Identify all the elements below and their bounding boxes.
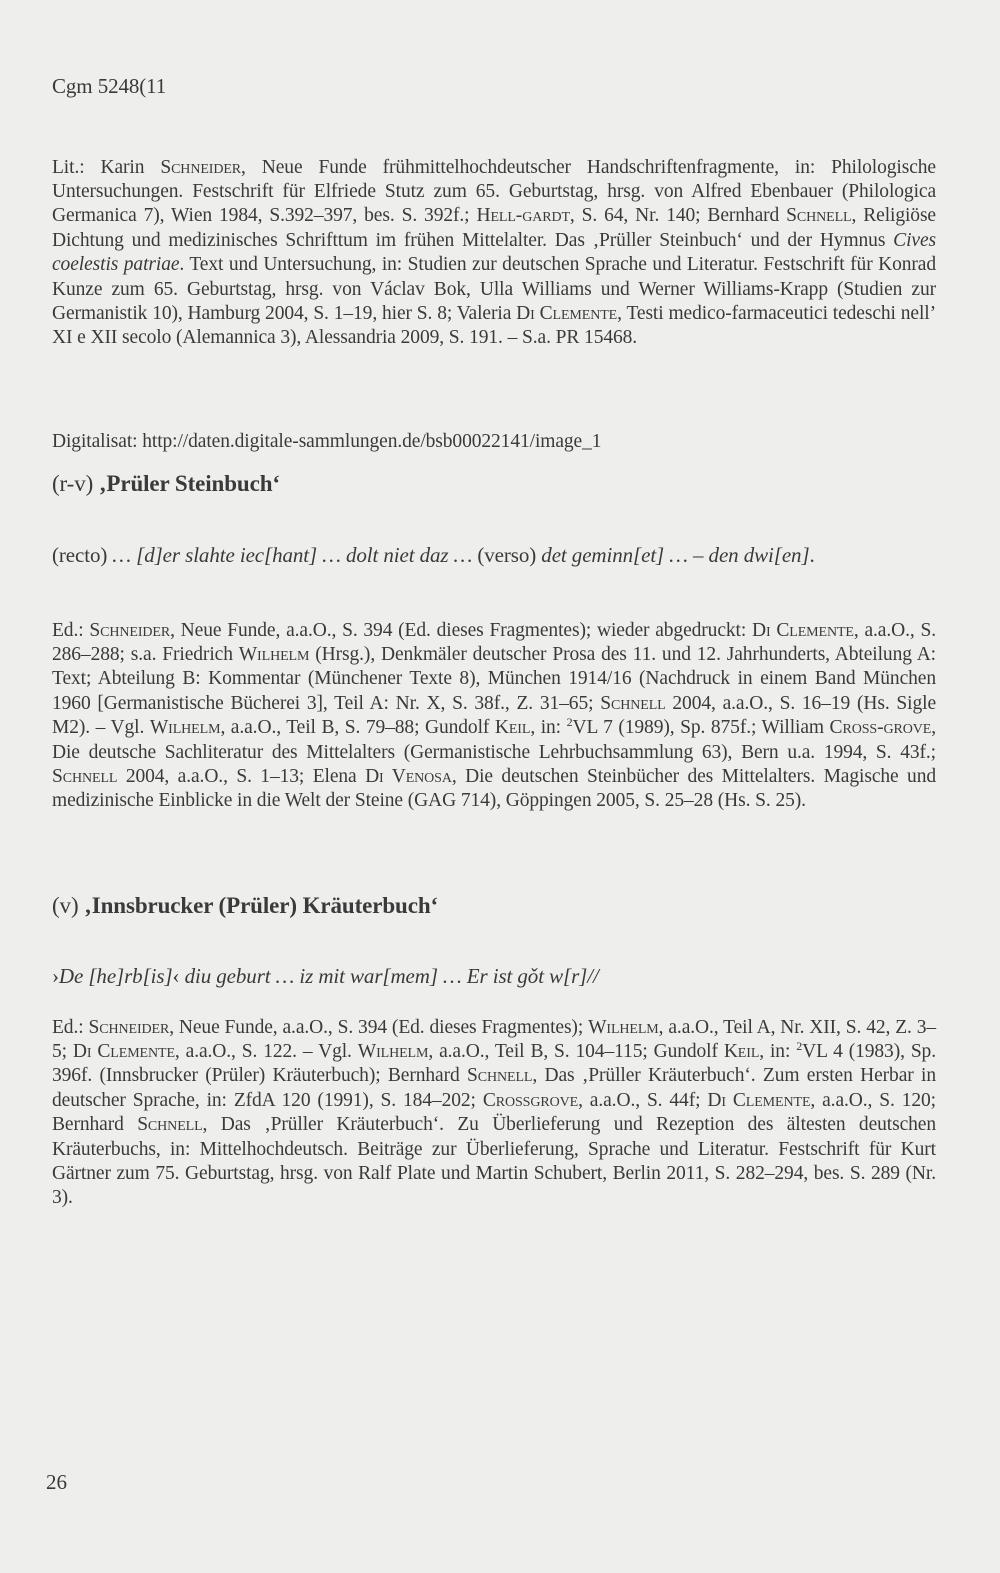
edition-paragraph-kraeuterbuch: Ed.: Schneider, Neue Funde, a.a.O., S. 394 (Ed. dieses Fragmentes); Wilhelm, a.a.O., Teil A, Nr. XII, S. 42, Z. 3–5; Di Clemente, a.a.O., S. 122. – Vgl. Wilhelm, a.a.O., Teil B, S. 104–115; Gundolf Keil, in: $^2$VL 4 (1983), Sp. 396f. (Innsbrucker (Prüler) Kräuterbuch); Bernhard Schnell, Das ‚Prüller Kräuterbuch‘. Zum ersten Herbar in deutscher Sprache, in: ZfdA 120 (1991), S. 184–202; Crossgrove, a.a.O., S. 44f; Di Clemente, a.a.O., S. 120; Bernhard Schnell, Das ‚Prüller Kräuterbuch‘. Zu Überlieferung und Rezeption des ältesten deutschen Kräuterbuchs, in: Mittelhochdeutsch. Beiträge zur Überlieferung, Sprache und Literatur. Festschrift für Kurt Gärtner zum 75. Geburtstag, hrsg. von Ralf Plate und Martin Schubert, Berlin 2011, S. 282–294, bes. S. 289 (Nr. 3).	[52, 1016, 937, 1209]
incipit-steinbuch: (recto) … [d]er slahte iec[hant] … dolt niet daz … (verso) det geminn[et] … – den dwi[en].	[52, 543, 815, 567]
page-number: 26	[46, 1470, 67, 1494]
section-heading-steinbuch: (r-v) ‚Prüler Steinbuch‘	[52, 471, 280, 496]
incipit-kraeuterbuch: ›De [he]rb[is]‹ diu geburt … iz mit war[mem] … Er ist gǒt w[r]//	[52, 964, 599, 988]
digitalisat-link[interactable]: Digitalisat: http://daten.digitale-sammlungen.de/bsb00022141/image_1	[52, 430, 602, 452]
edition-paragraph-steinbuch: Ed.: Schneider, Neue Funde, a.a.O., S. 394 (Ed. dieses Fragmentes); wieder abgedruckt: Di Clemente, a.a.O., S. 286–288; s.a. Friedrich Wilhelm (Hrsg.), Denkmäler deutscher Prosa des 11. und 12. Jahrhunderts, Abteilung A: Text; Abteilung B: Kommentar (Münchener Texte 8), München 1914/16 (Nachdruck in einem Band München 1960 [Germanistische Bücherei 3], Teil A: Nr. X, S. 38f., Z. 31–65; Schnell 2004, a.a.O., S. 16–19 (Hs. Sigle M2). – Vgl. Wilhelm, a.a.O., Teil B, S. 79–88; Gundolf Keil, in: $^2$VL 7 (1989), Sp. 875f.; William Cross-grove, Die deutsche Sachliteratur des Mittelalters (Germanistische Lehrbuchsammlung 63), Bern u.a. 1994, S. 43f.; Schnell 2004, a.a.O., S. 1–13; Elena Di Venosa, Die deutschen Steinbücher des Mittelalters. Magische und medizinische Einblicke in die Welt der Steine (GAG 714), Göppingen 2005, S. 25–28 (Hs. S. 25).	[52, 619, 936, 812]
literature-paragraph: Lit.: Karin Schneider, Neue Funde frühmittelhochdeutscher Handschriftenfragmente, in: Philologische Untersuchungen. Festschrift für Elfriede Stutz zum 65. Geburtstag, hrsg. von Alfred Ebenbauer (Philologica Germanica 7), Wien 1984, S.392–397, bes. S. 392f.; Hell-gardt, S. 64, Nr. 140; Bernhard Schnell, Religiöse Dichtung und medizinisches Schrifttum im frühen Mittelalter. Das ‚Prüller Steinbuch‘ und der Hymnus Cives coelestis patriae. Text und Untersuchung, in: Studien zur deutschen Sprache und Literatur. Festschrift für Konrad Kunze zum 65. Geburtstag, hrsg. von Václav Bok, Ulla Williams und Werner Williams-Krapp (Studien zur Germanistik 10), Hamburg 2004, S. 1–19, hier S. 8; Valeria Di Clemente, Testi medico-farmaceutici tedeschi nell’ XI e XII secolo (Alemannica 3), Alessandria 2009, S. 191. – S.a. PR 15468.	[52, 156, 937, 349]
shelfmark: Cgm 5248(11	[52, 74, 167, 98]
section-heading-kraeuterbuch: (v) ‚Innsbrucker (Prüler) Kräuterbuch‘	[52, 893, 439, 918]
